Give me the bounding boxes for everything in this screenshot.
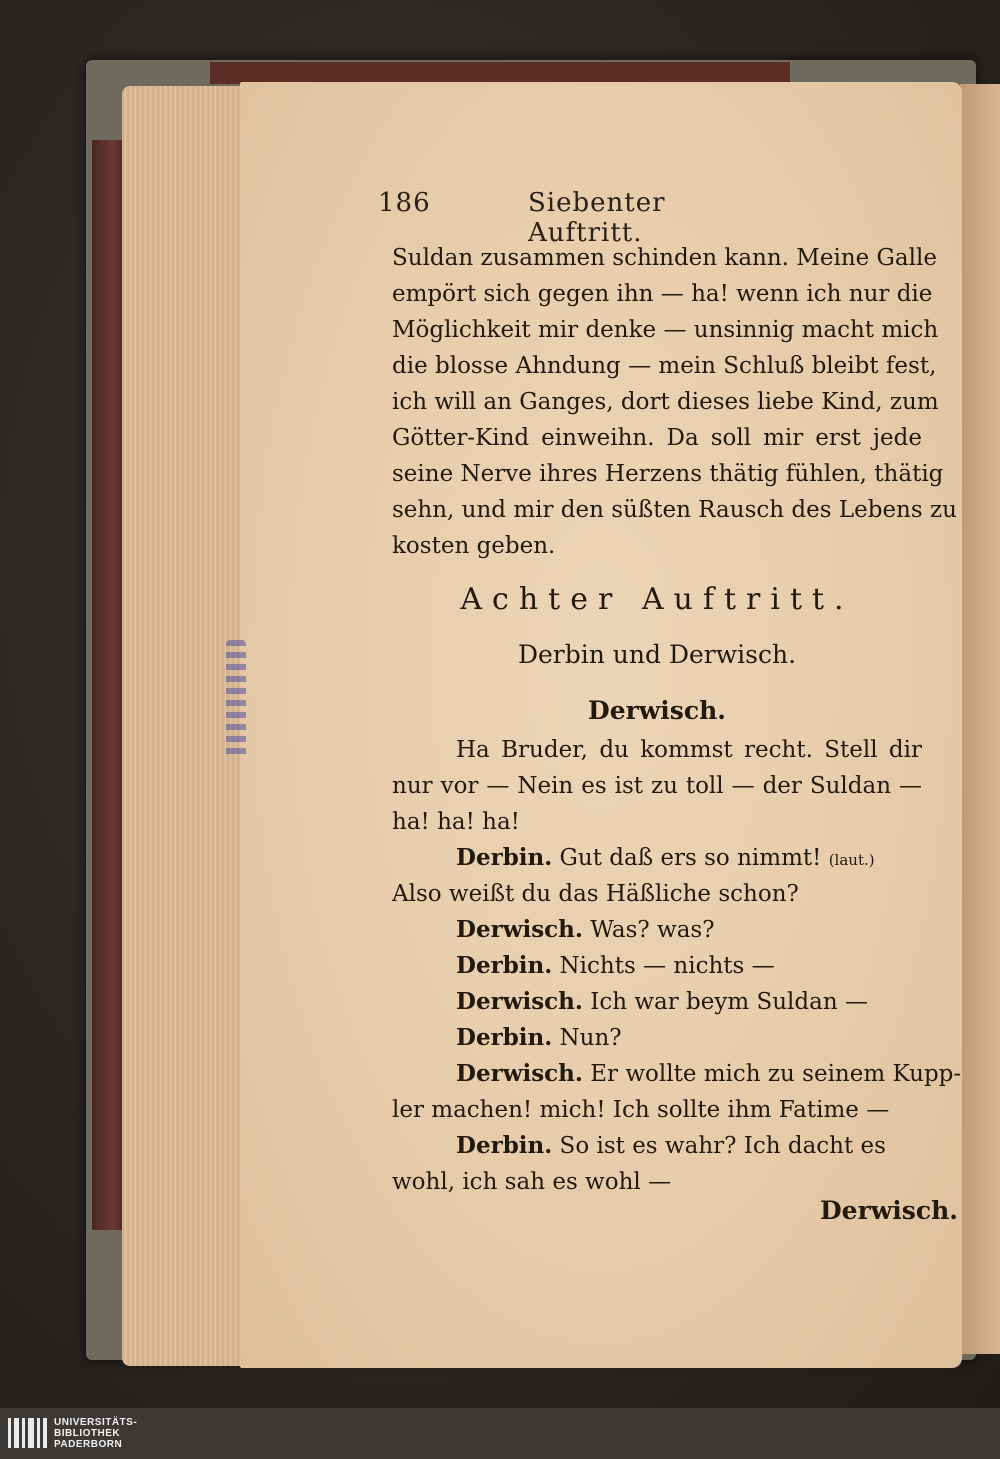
speaker-name: Derbin. [456, 844, 553, 871]
dialogue-line: nur vor — Nein es ist zu toll — der Suldan — [392, 773, 922, 799]
library-stamp-mark [226, 640, 246, 760]
text-line: ich will an Ganges, dort dieses liebe Kind, zum [392, 389, 939, 415]
speech-text: Er wollte mich zu seinem Kupp- [582, 1061, 962, 1087]
dialogue-line [392, 948, 922, 984]
scene-cast: Derbin und Derwisch. [517, 640, 797, 669]
dialogue-line [392, 984, 922, 1020]
facing-page-edge [960, 84, 1000, 1354]
speech-text: Ich war beym Suldan — [582, 989, 868, 1015]
speaker-name: Derbin. [456, 952, 553, 979]
page-header [378, 188, 778, 248]
dialogue-line: Ha Bruder, du kommst recht. Stell dir [456, 737, 922, 763]
text-line: Götter-Kind einweihn. Da soll mir erst jede [392, 425, 922, 451]
dialogue-line: ler machen! mich! Ich sollte ihm Fatime — [392, 1097, 890, 1123]
text-line: die blosse Ahndung — mein Schluß bleibt fest, [392, 353, 937, 379]
dialogue-line: wohl, ich sah es wohl — [392, 1169, 672, 1195]
library-name [54, 1417, 137, 1450]
text-line: kosten geben. [392, 533, 556, 559]
library-logo-icon [8, 1418, 48, 1448]
text-line: seine Nerve ihres Herzens thätig fühlen, thätig [392, 461, 944, 487]
speech-text: So ist es wahr? Ich dacht es [552, 1133, 886, 1159]
page-number: 186 [378, 188, 431, 218]
dialogue-block [392, 732, 962, 1200]
text-line: Suldan zusammen schinden kann. Meine Galle [392, 245, 937, 271]
library-name-line: UNIVERSITÄTS- [54, 1417, 138, 1428]
text-line: empört sich gegen ihn — ha! wenn ich nur die [392, 281, 933, 307]
dialogue-line [392, 1020, 922, 1056]
library-name-line: BIBLIOTHEK [54, 1428, 121, 1439]
library-name-line: PADERBORN [54, 1439, 123, 1450]
running-head: Siebenter Auftritt. [528, 188, 666, 248]
speech-text: Nun? [552, 1025, 622, 1051]
speaker-name: Derwisch. [456, 916, 583, 943]
speech-text: Was? was? [582, 917, 715, 943]
scene-title: Achter Auftritt. [460, 582, 854, 617]
speech-text: Nichts — nichts — [552, 953, 775, 979]
dialogue-line: ha! ha! ha! [392, 809, 520, 835]
stage-direction: (laut.) [828, 851, 875, 869]
speaker-name: Derbin. [456, 1132, 553, 1159]
speaker-name: Derwisch. [456, 988, 583, 1015]
dialogue-line [392, 1056, 962, 1092]
speaker-name: Derwisch. [456, 1060, 583, 1087]
catchword: Derwisch. [820, 1196, 958, 1225]
dialogue-line [392, 912, 922, 948]
footer-bar [0, 1408, 1000, 1459]
book-spine [92, 140, 126, 1230]
dialogue-line: Also weißt du das Häßliche schon? [392, 881, 799, 907]
dialogue-line [392, 840, 922, 876]
dialogue-line [392, 1128, 922, 1164]
text-line: Möglichkeit mir denke — unsinnig macht mich [392, 317, 939, 343]
text-line: sehn, und mir den süßten Rausch des Lebens zu [392, 497, 957, 523]
paragraph-siebenter-end [392, 240, 957, 564]
book-cover-top-edge [210, 62, 790, 84]
speaker-heading: Derwisch. [588, 696, 726, 725]
speaker-name: Derbin. [456, 1024, 553, 1051]
speech-text: Gut daß ers so nimmt! [552, 845, 829, 871]
